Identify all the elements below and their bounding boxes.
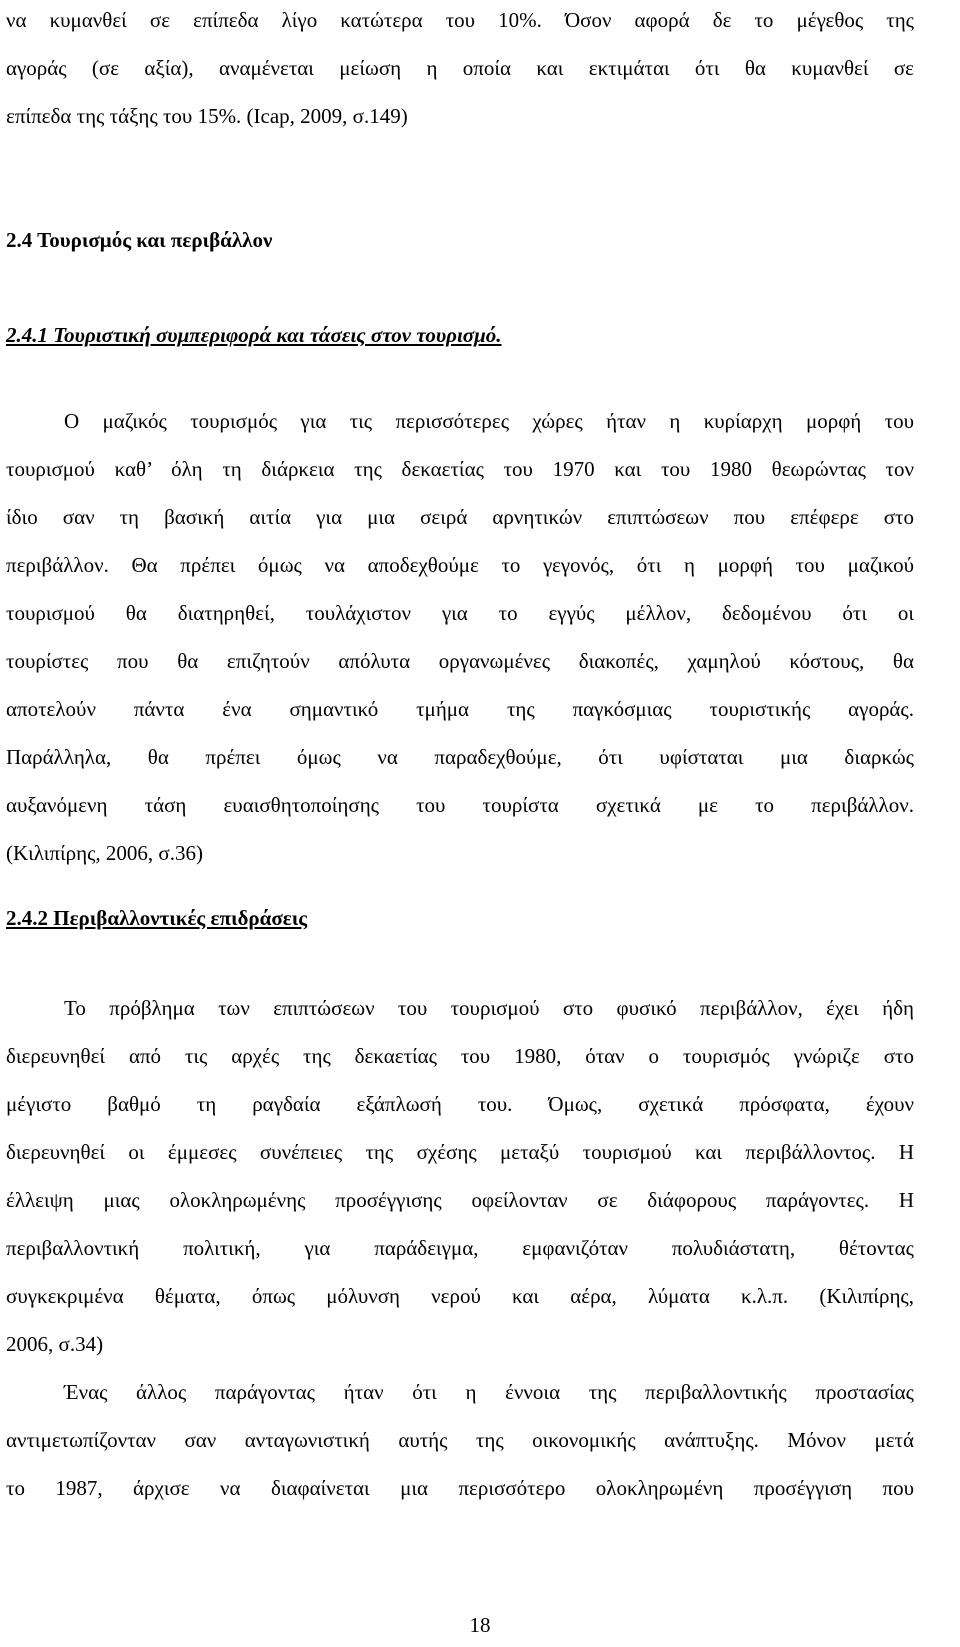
text-line: έλλειψη μιας ολοκληρωμένης προσέγγισης οφείλονταν σε διάφορους παράγοντες. Η (6, 1188, 914, 1212)
text-line: τουρισμού θα διατηρηθεί, τουλάχιστον για το εγγύς μέλλον, δεδομένου ότι οι (6, 601, 914, 625)
text-line: επίπεδα της τάξης του 15%. (Icap, 2009, σ.149) (6, 104, 408, 128)
text-line: περιβαλλοντική πολιτική, για παράδειγμα, εμφανιζόταν πολυδιάστατη, θέτοντας (6, 1236, 914, 1260)
section-heading-2-4-2: 2.4.2 Περιβαλλοντικές επιδράσεις (6, 906, 308, 930)
text-line: συγκεκριμένα θέματα, όπως μόλυνση νερού και αέρα, λύματα κ.λ.π. (Κιλιπίρης, (6, 1284, 914, 1308)
text-line: αποτελούν πάντα ένα σημαντικό τμήμα της παγκόσμιας τουριστικής αγοράς. (6, 697, 914, 721)
page-number: 18 (469, 1613, 491, 1637)
intro-paragraph (6, 0, 914, 140)
text-line: να κυμανθεί σε επίπεδα λίγο κατώτερα του 10%. Όσον αφορά δε το μέγεθος της (6, 8, 914, 32)
text-line: αυξανόμενη τάση ευαισθητοποίησης του τουρίστα σχετικά με το περιβάλλον. (6, 793, 914, 817)
section-2-4-1-paragraph (6, 397, 914, 877)
section-2-4-2-paragraph-1 (6, 984, 914, 1368)
text-line: αντιμετωπίζονταν σαν ανταγωνιστική αυτής της οικονομικής ανάπτυξης. Μόνον μετά (6, 1428, 914, 1452)
text-line: Το πρόβλημα των επιπτώσεων του τουρισμού στο φυσικό περιβάλλον, έχει ήδη (64, 996, 914, 1020)
text-line: Παράλληλα, θα πρέπει όμως να παραδεχθούμε, ότι υφίσταται μια διαρκώς (6, 745, 914, 769)
text-line: 2006, σ.34) (6, 1332, 104, 1356)
text-line: (Κιλιπίρης, 2006, σ.36) (6, 841, 203, 865)
text-line: το 1987, άρχισε να διαφαίνεται μια περισσότερο ολοκληρωμένη προσέγγιση που (6, 1476, 914, 1500)
section-heading-2-4-1: 2.4.1 Τουριστική συμπεριφορά και τάσεις στον τουρισμό. (6, 323, 502, 347)
text-line: μέγιστο βαθμό τη ραγδαία εξάπλωσή του. Όμως, σχετικά πρόσφατα, έχουν (6, 1092, 914, 1116)
text-line: τουρίστες που θα επιζητούν απόλυτα οργανωμένες διακοπές, χαμηλού κόστους, θα (6, 649, 914, 673)
text-line: ίδιο σαν τη βασική αιτία για μια σειρά αρνητικών επιπτώσεων που επέφερε στο (6, 505, 914, 529)
text-line: διερευνηθεί από τις αρχές της δεκαετίας του 1980, όταν ο τουρισμός γνώριζε στο (6, 1044, 914, 1068)
text-line: Ένας άλλος παράγοντας ήταν ότι η έννοια της περιβαλλοντικής προστασίας (64, 1380, 914, 1404)
text-line: τουρισμού καθ’ όλη τη διάρκεια της δεκαετίας του 1970 και του 1980 θεωρώντας τον (6, 457, 914, 481)
section-2-4-2-paragraph-2 (6, 1368, 914, 1512)
text-line: περιβάλλον. Θα πρέπει όμως να αποδεχθούμε το γεγονός, ότι η μορφή του μαζικού (6, 553, 914, 577)
section-heading-2-4: 2.4 Τουρισμός και περιβάλλον (6, 228, 273, 252)
text-line: αγοράς (σε αξία), αναμένεται μείωση η οποία και εκτιμάται ότι θα κυμανθεί σε (6, 56, 914, 80)
text-line: Ο μαζικός τουρισμός για τις περισσότερες χώρες ήταν η κυρίαρχη μορφή του (64, 409, 914, 433)
text-line: διερευνηθεί οι έμμεσες συνέπειες της σχέσης μεταξύ τουρισμού και περιβάλλοντος. Η (6, 1140, 914, 1164)
